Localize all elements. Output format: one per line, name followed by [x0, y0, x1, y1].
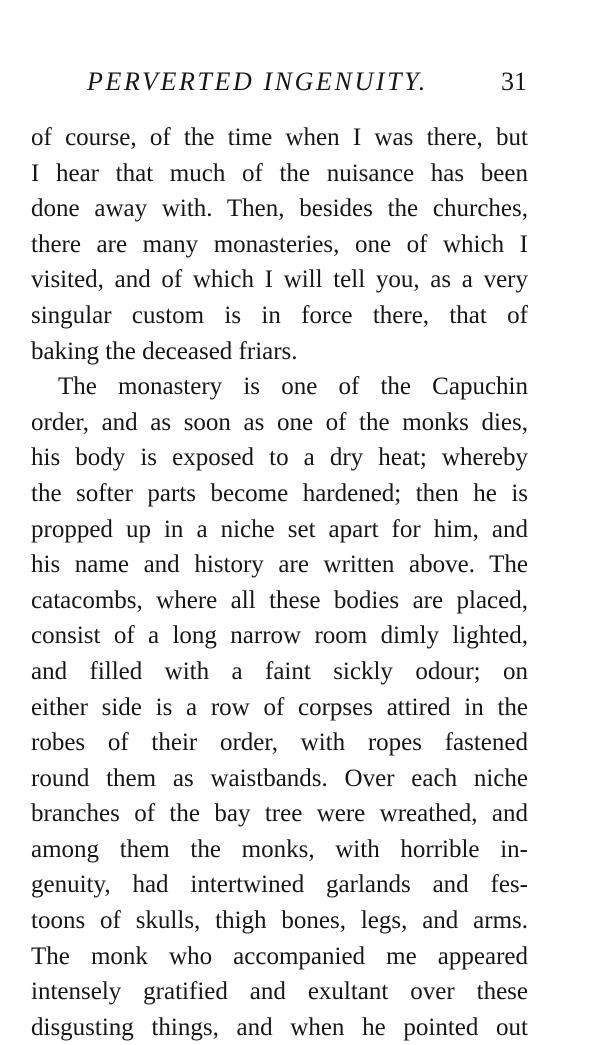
text-line: and filled with a faint sickly odour; on — [31, 657, 528, 685]
text-line: his body is exposed to a dry heat; whereby — [31, 444, 528, 472]
page-number: 31 — [501, 67, 527, 96]
text-line: of course, of the time when I was there, but — [31, 124, 528, 151]
text-line: consist of a long narrow room dimly lighted, — [31, 622, 528, 650]
text-line: robes of their order, with ropes fastened — [31, 729, 528, 757]
text-line: I hear that much of the nuisance has been — [31, 159, 528, 187]
text-line: order, and as soon as one of the monks dies, — [31, 408, 528, 436]
text-line: among them the monks, with horrible in- — [31, 835, 528, 863]
text-line: the softer parts become hardened; then he is — [31, 479, 528, 507]
text-line: round them as waistbands. Over each niche — [31, 764, 528, 792]
text-line: baking the deceased friars. — [31, 337, 298, 365]
text-line: intensely gratified and exultant over these — [31, 978, 528, 1006]
text-line: visited, and of which I will tell you, as a very — [31, 266, 528, 294]
text-line: The monastery is one of the Capuchin — [58, 373, 528, 401]
text-line: genuity, had intertwined garlands and fes- — [31, 871, 528, 899]
running-title: PERVERTED INGENUITY. — [87, 67, 428, 96]
text-line: toons of skulls, thigh bones, legs, and arms. — [31, 907, 528, 935]
body-text — [31, 120, 528, 1045]
text-line: The monk who accompanied me appeared — [31, 942, 528, 970]
text-line: catacombs, where all these bodies are placed, — [31, 586, 528, 614]
text-line: branches of the bay tree were wreathed, and — [31, 800, 528, 828]
text-line: done away with. Then, besides the churches, — [31, 195, 528, 223]
text-line: his name and history are written above. The — [31, 551, 528, 579]
text-line: propped up in a niche set apart for him, and — [31, 515, 528, 543]
text-line: disgusting things, and when he pointed out — [31, 1013, 528, 1041]
running-head — [0, 62, 599, 102]
text-line: either side is a row of corpses attired in the — [31, 693, 528, 721]
text-line: there are many monasteries, one of which I — [31, 230, 528, 258]
text-line: singular custom is in force there, that of — [31, 301, 528, 329]
